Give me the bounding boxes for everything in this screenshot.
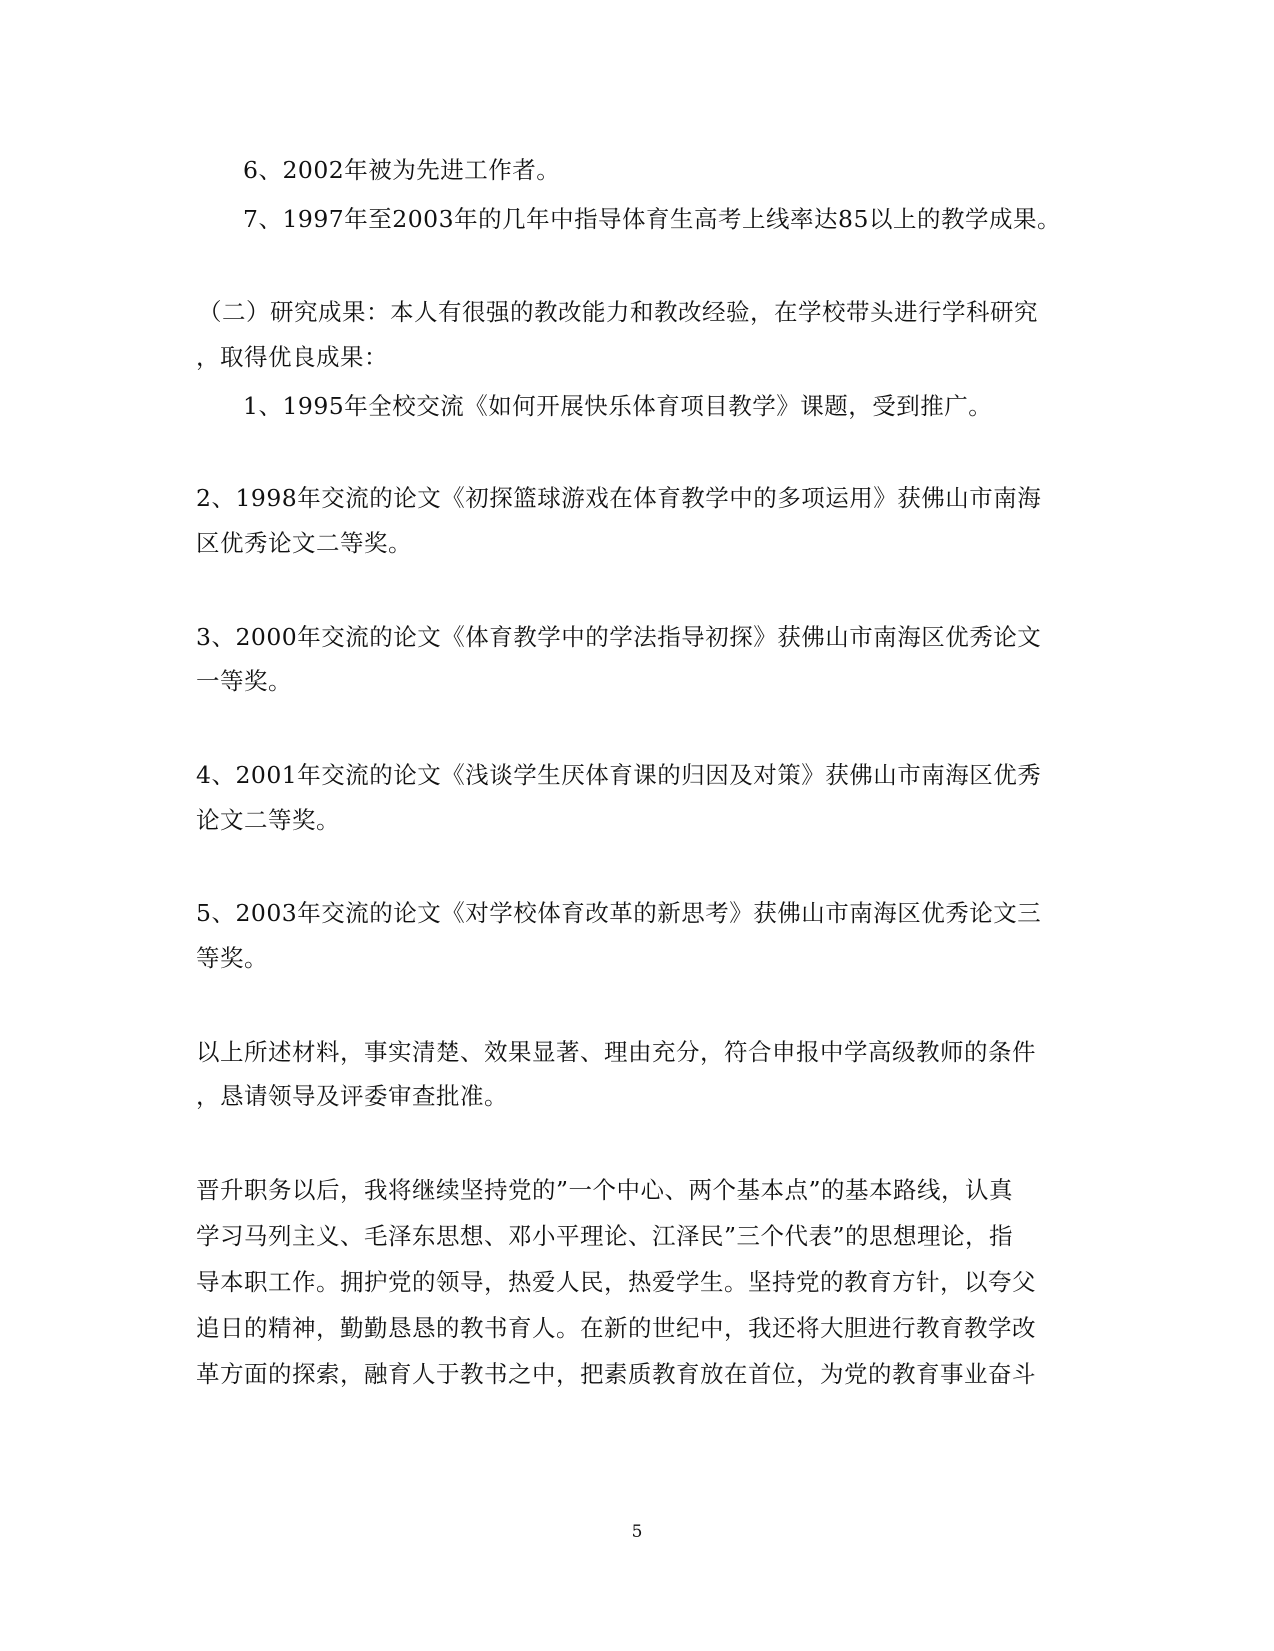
text-line: 3、2000年交流的论文《体育教学中的学法指导初探》获佛山市南海区优秀论文 (196, 623, 1042, 651)
text-line: 追日的精神，勤勤恳恳的教书育人。在新的世纪中，我还将大胆进行教育教学改 (196, 1314, 1036, 1342)
text-line: 晋升职务以后，我将继续坚持党的”一个中心、两个基本点”的基本路线，认真 (196, 1176, 1014, 1204)
section-heading-line: （二）研究成果：本人有很强的教改能力和教改经验，在学校带头进行学科研究 (198, 298, 1038, 326)
text-line: ，取得优良成果： (196, 343, 388, 371)
page-number: 5 (631, 1522, 643, 1542)
text-line: 以上所述材料，事实清楚、效果显著、理由充分，符合申报中学高级教师的条件 (196, 1038, 1036, 1066)
text-line: 5、2003年交流的论文《对学校体育改革的新思考》获佛山市南海区优秀论文三 (196, 899, 1042, 927)
text-line: ，恳请领导及评委审查批准。 (196, 1082, 508, 1110)
text-line: 革方面的探索，融育人于教书之中，把素质教育放在首位，为党的教育事业奋斗 (196, 1360, 1036, 1388)
text-line: 4、2001年交流的论文《浅谈学生厌体育课的归因及对策》获佛山市南海区优秀 (196, 761, 1042, 789)
text-line: 1、1995年全校交流《如何开展快乐体育项目教学》课题，受到推广。 (243, 392, 993, 420)
text-line: 一等奖。 (196, 667, 292, 695)
text-line: 论文二等奖。 (196, 806, 340, 834)
text-line: 2、1998年交流的论文《初探篮球游戏在体育教学中的多项运用》获佛山市南海 (196, 484, 1042, 512)
text-line: 等奖。 (196, 944, 268, 972)
text-line: 区优秀论文二等奖。 (196, 529, 412, 557)
text-line: 学习马列主义、毛泽东思想、邓小平理论、江泽民”三个代表”的思想理论，指 (196, 1222, 1014, 1250)
text-line: 导本职工作。拥护党的领导，热爱人民，热爱学生。坚持党的教育方针，以夸父 (196, 1268, 1036, 1296)
text-line: 6、2002年被为先进工作者。 (243, 156, 561, 184)
text-line: 7、1997年至2003年的几年中指导体育生高考上线率达85以上的教学成果。 (243, 205, 1061, 233)
